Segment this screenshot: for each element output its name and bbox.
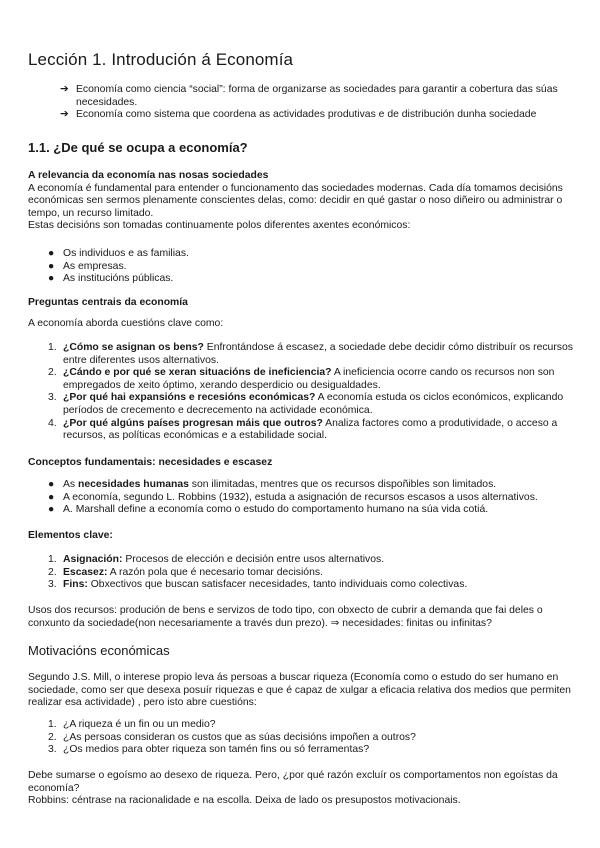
- paragraph: Usos dos recursos: produción de bens e servizos de todo tipo, con obxecto de cubrir a demanda que fai deles o conxunto da sociedade(non necesariamente a través dun prezo). ⇒ necesidades: finitas ou infinitas?: [28, 605, 543, 629]
- list-item: 2. ¿Cándo e por qué se xeran situacións de ineficiencia? A ineficiencia ocorre cando os recursos non son empregados de xeito óptimo, xerando desperdicio ou desigualdades.: [48, 367, 555, 391]
- list-item: ● A economía, segundo L. Robbins (1932), estuda a asignación de recursos escasos a usos alternativos.: [48, 491, 538, 503]
- arrow-icon: ➔: [60, 109, 69, 121]
- bullet-icon: ●: [48, 491, 55, 503]
- paragraph: Estas decisións son tomadas continuamente polos diferentes axentes económicos:: [28, 220, 411, 232]
- motivations-list: [28, 719, 574, 757]
- arrow-icon: ➔: [60, 84, 69, 95]
- questions-block: [28, 297, 574, 310]
- questions-intro-block: [28, 318, 574, 331]
- paragraph: Robbins: céntrase na racionalidade e na escolla. Deixa de lado os presupostos motivacionais.: [28, 795, 461, 807]
- motivations-list-block: [28, 719, 574, 757]
- list-item: 4. ¿Por qué algúns países progresan máis que outros? Analiza factores como a produtividade, o acceso a recursos, as políticas económicas e a estabilidade social.: [48, 417, 558, 442]
- relevance-block: [28, 170, 574, 233]
- elements-list: [28, 554, 574, 592]
- section-heading: 1.1. ¿De qué se ocupa a economía?: [28, 140, 248, 155]
- bullet-icon: ●: [48, 248, 55, 259]
- intro-item: ➔ Economía como sistema que coordena as actividades produtivas e de distribución dunha sociedade: [60, 109, 537, 121]
- intro-item: ➔ Economía como ciencia “social”: forma de organizarse as sociedades para garantir a cobertura das súas necesidades.: [60, 84, 558, 108]
- paragraph: A economía aborda cuestións clave como:: [28, 318, 224, 329]
- bullet-icon: ●: [48, 504, 55, 516]
- motivations-paragraph-block: [28, 672, 574, 710]
- bullet-icon: ●: [48, 273, 55, 285]
- list-item: 3. ¿Os medios para obter riqueza son tamén fins ou só ferramentas?: [48, 744, 370, 756]
- concepts-heading-block: [28, 457, 574, 470]
- list-item: 1. ¿Cómo se asignan os bens? Enfrontándose á escasez, a sociedade debe decidir cómo distribuír os recursos entre diferentes usos alternativos.: [48, 342, 573, 366]
- questions-list: [28, 342, 574, 443]
- subsection-heading: A relevancia da economía nas nosas sociedades: [28, 170, 269, 181]
- bullet-icon: ●: [48, 260, 55, 272]
- section-1-header: [28, 140, 574, 156]
- list-item: 3. ¿Por qué hai expansións e recesións económicas? A economía estuda os ciclos económicos, explicando períodos de crecemento e decrecemento na actividade económica.: [48, 392, 564, 416]
- elements-heading-block: [28, 530, 574, 543]
- uses-paragraph-block: [28, 605, 574, 630]
- paragraph: Segundo J.S. Mill, o interese propio leva ás persoas a buscar riqueza (Economía como o estudo do ser humano en sociedade, como ser que desexa posuír riquezas e que é capaz de xulgar a eficacia relativa dos medios que permiten realizar esa actividade) , pero isto abre cuestións:: [28, 672, 571, 709]
- list-item: 2. ¿As persoas consideran os custos que as súas decisións impoñen a outros?: [48, 731, 416, 743]
- list-item: ● A. Marshall define a economía como o estudo do comportamento humano na súa vida cotiá.: [48, 504, 489, 516]
- list-item: ● As empresas.: [48, 260, 127, 272]
- questions-list-block: [28, 342, 574, 443]
- section-2-header: [28, 643, 574, 659]
- agents-list: [28, 248, 574, 286]
- paragraph: A economía é fundamental para entender o funcionamento das sociedades modernas. Cada día tomamos decisións económicas sen sermos plenamente conscientes delas, como: decidir en qué gastar o noso diñeiro ou administrar o tempo, un recurso limitado.: [28, 182, 563, 219]
- bullet-icon: ●: [48, 479, 55, 490]
- list-item: 3. Fins: Obxectivos que buscan satisfacer necesidades, tanto individuais como colectivas.: [48, 579, 468, 591]
- intro-list-block: [28, 84, 574, 122]
- subsection-heading: Preguntas centrais da economía: [28, 297, 188, 308]
- intro-list: [28, 84, 574, 122]
- concepts-list-block: [28, 479, 574, 517]
- list-item: ● As necesidades humanas son ilimitadas, mentres que os recursos dispoñibles son limitados.: [48, 479, 497, 490]
- list-item: ● As institucións públicas.: [48, 273, 174, 285]
- agents-list-block: [28, 248, 574, 286]
- section-heading: Motivacións económicas: [28, 643, 170, 658]
- list-item: 2. Escasez: A razón pola que é necesario tomar decisións.: [48, 566, 323, 578]
- page-title: Lección 1. Introdución á Economía: [28, 50, 294, 69]
- list-item: 1. Asignación: Procesos de elección e decisión entre usos alternativos.: [48, 554, 385, 565]
- closing-block: [28, 770, 574, 808]
- concepts-list: [28, 479, 574, 517]
- list-item: 1. ¿A riqueza é un fin ou un medio?: [48, 719, 216, 730]
- elements-list-block: [28, 554, 574, 592]
- subsection-heading: Elementos clave:: [28, 530, 113, 541]
- list-item: ● Os individuos e as familias.: [48, 248, 189, 259]
- paragraph: Debe sumarse o egoísmo ao desexo de riqueza. Pero, ¿por qué razón excluír os comportamentos non egoístas da economía?: [28, 770, 558, 794]
- subsection-heading: Conceptos fundamentais: necesidades e escasez: [28, 457, 273, 468]
